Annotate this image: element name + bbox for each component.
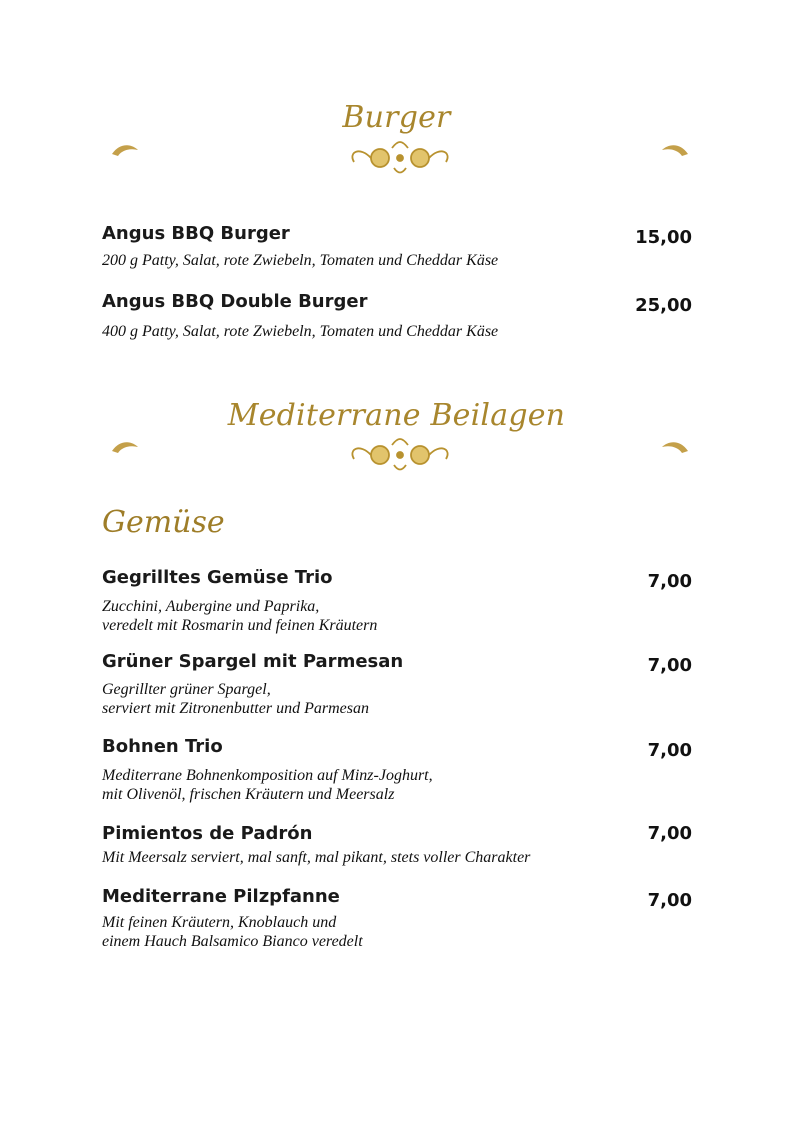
item-price: 7,00 <box>647 740 692 761</box>
menu-item <box>102 223 692 270</box>
menu-item <box>102 886 692 951</box>
section-title-beilagen: Mediterrane Beilagen <box>227 398 566 433</box>
item-price: 7,00 <box>647 890 692 911</box>
menu-item <box>102 291 692 341</box>
ornamental-divider-icon <box>110 433 690 473</box>
menu-item <box>102 736 692 804</box>
item-price: 15,00 <box>635 227 692 248</box>
item-description: 200 g Patty, Salat, rote Zwiebeln, Tomaten und Cheddar Käse <box>102 252 499 269</box>
item-name: Gegrilltes Gemüse Trio <box>102 567 333 588</box>
ornamental-divider-icon <box>110 136 690 176</box>
item-description: 400 g Patty, Salat, rote Zwiebeln, Tomaten und Cheddar Käse <box>102 323 499 340</box>
section-title-burger: Burger <box>342 100 451 135</box>
menu-item <box>102 823 692 867</box>
menu-item <box>102 567 692 635</box>
item-price: 7,00 <box>647 571 692 592</box>
item-name: Grüner Spargel mit Parmesan <box>102 651 404 672</box>
item-price: 7,00 <box>647 823 692 844</box>
item-description: Gegrillter grüner Spargel, serviert mit Zitronenbutter und Parmesan <box>102 681 369 717</box>
item-name: Pimientos de Padrón <box>102 823 313 844</box>
menu-item <box>102 651 692 718</box>
item-description: Mit feinen Kräutern, Knoblauch und einem Hauch Balsamico Bianco veredelt <box>102 914 363 950</box>
item-description: Mediterrane Bohnenkomposition auf Minz-Joghurt, mit Olivenöl, frischen Kräutern und Meersalz <box>102 767 433 803</box>
item-description: Mit Meersalz serviert, mal sanft, mal pikant, stets voller Charakter <box>102 849 531 866</box>
item-name: Bohnen Trio <box>102 736 223 757</box>
item-name: Angus BBQ Double Burger <box>102 291 368 312</box>
item-name: Mediterrane Pilzpfanne <box>102 886 340 907</box>
item-price: 25,00 <box>635 295 692 316</box>
item-description: Zucchini, Aubergine und Paprika, veredelt mit Rosmarin und feinen Kräutern <box>102 598 378 634</box>
item-name: Angus BBQ Burger <box>102 223 290 244</box>
subsection-title-gemuese: Gemüse <box>102 505 225 540</box>
item-price: 7,00 <box>647 655 692 676</box>
